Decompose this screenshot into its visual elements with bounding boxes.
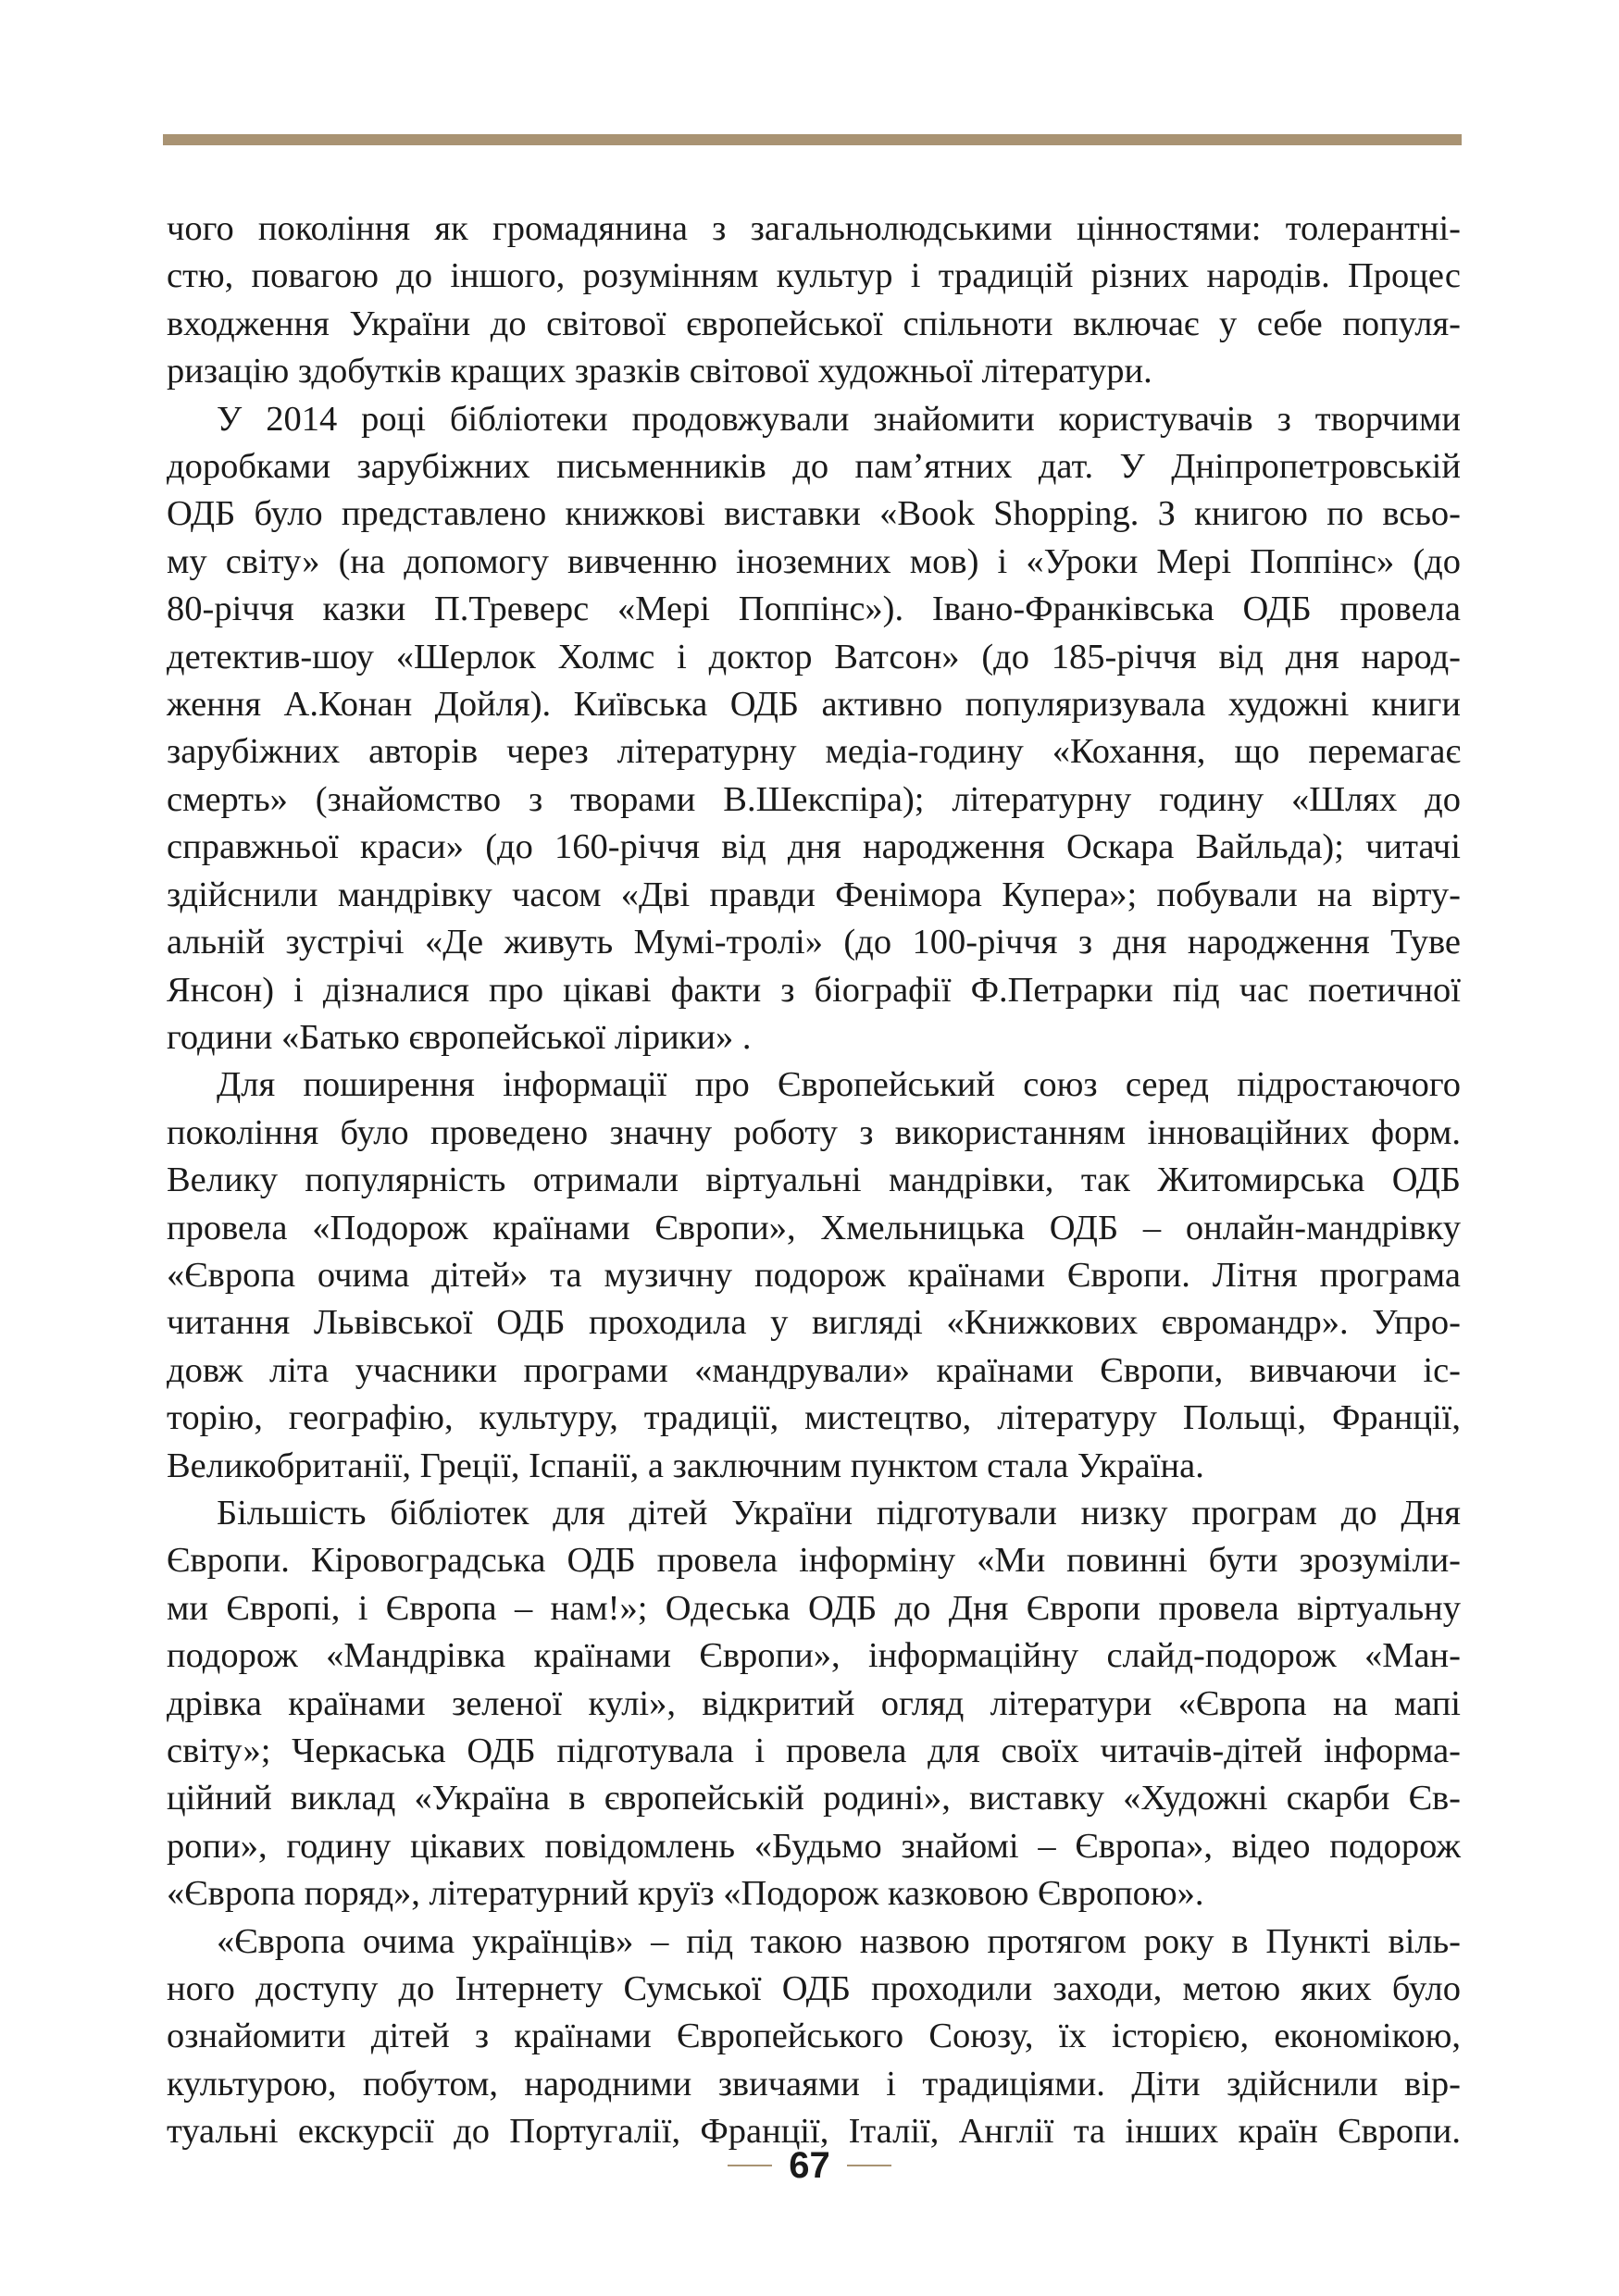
text-line: детектив-шоу «Шерлок Холмс і доктор Ватсон» (до 185-річчя від дня народ- [167,637,1461,676]
text-line: ного доступу до Інтернету Сумської ОДБ проходили заходи, метою яких було [167,1969,1461,2009]
text-line: ми Європі, і Європа – нам!»; Одеська ОДБ до Дня Європи провела віртуальну [167,1588,1461,1628]
text-line: здійснили мандрівку часом «Дві правди Фенімора Купера»; побували на вірту- [167,875,1461,914]
text-line: «Європа поряд», літературний круїз «Подорож казковою Європою». [167,1874,1204,1914]
text-line: «Європа очима українців» – під такою назвою протягом року в Пункті віль- [217,1921,1461,1961]
text-line: ризацію здобутків кращих зразків світової художньої літератури. [167,352,1152,391]
text-line: Більшість бібліотек для дітей України підготували низку програм до Дня [217,1493,1461,1533]
footer-dash-right [847,2165,891,2166]
text-line: читання Львівської ОДБ проходила у вигляді «Книжкових євромандр». Упро- [167,1303,1461,1343]
text-line: ознайомити дітей з країнами Європейського Союзу, їх історією, економікою, [167,2017,1461,2056]
text-line: 80-річчя казки П.Треверс «Мері Поппінс»). Івано-Франківська ОДБ провела [167,590,1461,629]
text-line: стю, повагою до іншого, розумінням культур і традицій різних народів. Процес [167,256,1461,296]
text-line: зарубіжних авторів через літературну медіа-годину «Кохання, що перемагає [167,732,1461,772]
text-line: довж літа учасники програми «мандрували» країнами Європи, вивчаючи іс- [167,1350,1461,1390]
page-number: 67 [789,2144,830,2186]
text-line: альній зустрічі «Де живуть Мумі-тролі» (до 100-річчя з дня народження Туве [167,923,1461,962]
text-line: му світу» (на допомогу вивченню іноземних мов) і «Уроки Мері Поппінс» (до [167,541,1461,581]
text-line: покоління було проведено значну роботу з використанням інноваційних форм. [167,1112,1461,1152]
text-line: «Європа очима дітей» та музичну подорож країнами Європи. Літня програма [167,1255,1461,1295]
text-line: У 2014 році бібліотеки продовжували знайомити користувачів з творчими [217,399,1461,439]
text-line: Велику популярність отримали віртуальні мандрівки, так Житомирська ОДБ [167,1160,1461,1200]
text-line: справжньої краси» (до 160-річчя від дня народження Оскара Вайльда); читачі [167,827,1461,867]
text-line: торію, географію, культуру, традиції, мистецтво, літературу Польщі, Франції, [167,1398,1461,1438]
text-line: культурою, побутом, народними звичаями і традиціями. Діти здійснили вір- [167,2064,1461,2104]
text-line: смерть» (знайомство з творами В.Шекспіра); літературну годину «Шлях до [167,779,1461,819]
header-rule [163,134,1462,145]
text-line: Європи. Кіровоградська ОДБ провела інформіну «Ми повинні бути зрозуміли- [167,1541,1461,1581]
text-line: Великобританії, Греції, Іспанії, а заключним пунктом стала Україна. [167,1446,1204,1485]
text-line: чого покоління як громадянина з загальнолюдськими цінностями: толерантні- [167,209,1461,248]
text-line: провела «Подорож країнами Європи», Хмельницька ОДБ – онлайн-мандрівку [167,1208,1461,1247]
body-text [167,205,1461,2156]
text-line: подорож «Мандрівка країнами Європи», інформаційну слайд-подорож «Ман- [167,1636,1461,1676]
text-line: туальні екскурсії до Португалії, Франції, Італії, Англії та інших країн Європи. [167,2112,1461,2152]
text-line: ропи», годину цікавих повідомлень «Будьмо знайомі – Європа», відео подорож [167,1826,1461,1866]
text-line: ційний виклад «Україна в європейській родині», виставку «Художні скарби Єв- [167,1779,1461,1818]
text-line: входження України до світової європейської спільноти включає у себе популя- [167,304,1461,343]
page-footer [0,2138,1619,2193]
footer-dash-left [728,2165,772,2166]
text-line: доробками зарубіжних письменників до памʼятних дат. У Дніпропетровській [167,447,1461,487]
text-line: світу»; Черкаська ОДБ підготувала і провела для своїх читачів-дітей інформа- [167,1731,1461,1770]
text-line: ОДБ було представлено книжкові виставки «Book Shopping. З книгою по всьо- [167,494,1461,534]
text-line: ження А.Конан Дойля). Київська ОДБ активно популяризувала художні книги [167,685,1461,725]
text-line: дрівка країнами зеленої кулі», відкритий огляд літератури «Європа на мапі [167,1683,1461,1723]
text-line: години «Батько європейської лірики» . [167,1017,752,1057]
text-line: Янсон) і дізналися про цікаві факти з біографії Ф.Петрарки під час поетичної [167,970,1461,1010]
text-line: Для поширення інформації про Європейський союз серед підростаючого [217,1065,1461,1105]
